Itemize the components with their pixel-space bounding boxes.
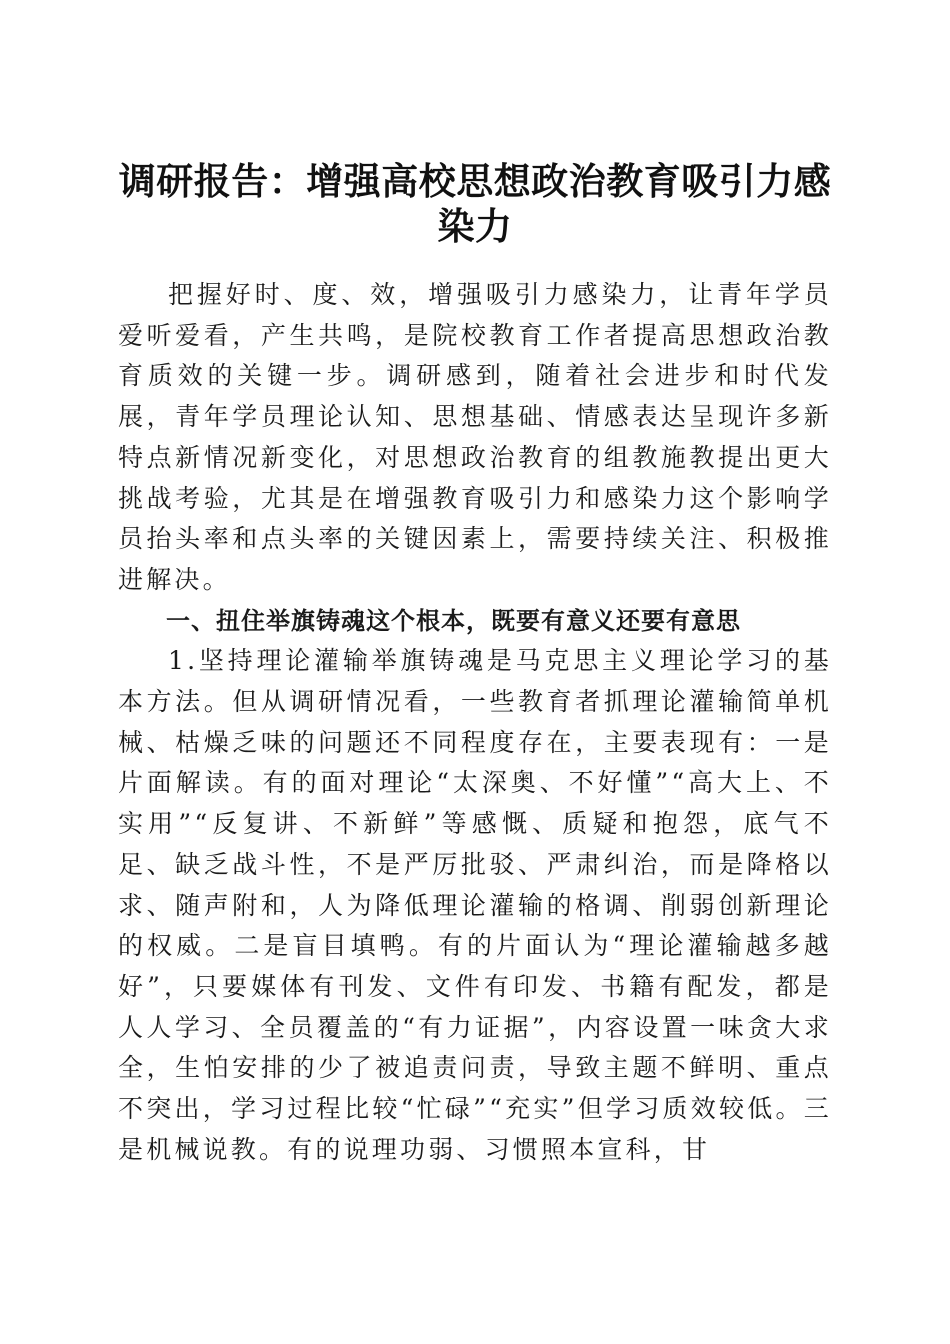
document-body [118,275,832,1170]
section-1-paragraph-1: 1.坚持理论灌输举旗铸魂是马克思主义理论学习的基本方法。但从调研情况看，一些教育者抓理论灌输简单机械、枯燥乏味的问题还不同程度存在，主要表现有：一是片面解读。有的面对理论“太深奥、不好懂”“高大上、不实用”“反复讲、不新鲜”等感慨、质疑和抱怨，底气不足、缺乏战斗性，不是严厉批驳、严肃纠治，而是降格以求、随声附和，人为降低理论灌输的格调、削弱创新理论的权威。二是盲目填鸭。有的片面认为“理论灌输越多越好”，只要媒体有刊发、文件有印发、书籍有配发，都是人人学习、全员覆盖的“有力证据”，内容设置一味贪大求全，生怕安排的少了被追责问责，导致主题不鲜明、重点不突出，学习过程比较“忙碌”“充实”但学习质效较低。三是机械说教。有的说理功弱、习惯照本宣科，甘 [118,646,832,1164]
section-1-heading: 一、扭住举旗铸魂这个根本，既要有意义还要有意思 [166,606,741,635]
intro-paragraph: 把握好时、度、效，增强吸引力感染力，让青年学员爱听爱看，产生共鸣，是院校教育工作者提高思想政治教育质效的关键一步。调研感到，随着社会进步和时代发展，青年学员理论认知、思想基础、情感表达呈现许多新特点新情况新变化，对思想政治教育的组教施教提出更大挑战考验，尤其是在增强教育吸引力和感染力这个影响学员抬头率和点头率的关键因素上，需要持续关注、积极推进解决。 [118,280,832,594]
document-title: 调研报告：增强高校思想政治教育吸引力感染力 [118,159,832,248]
